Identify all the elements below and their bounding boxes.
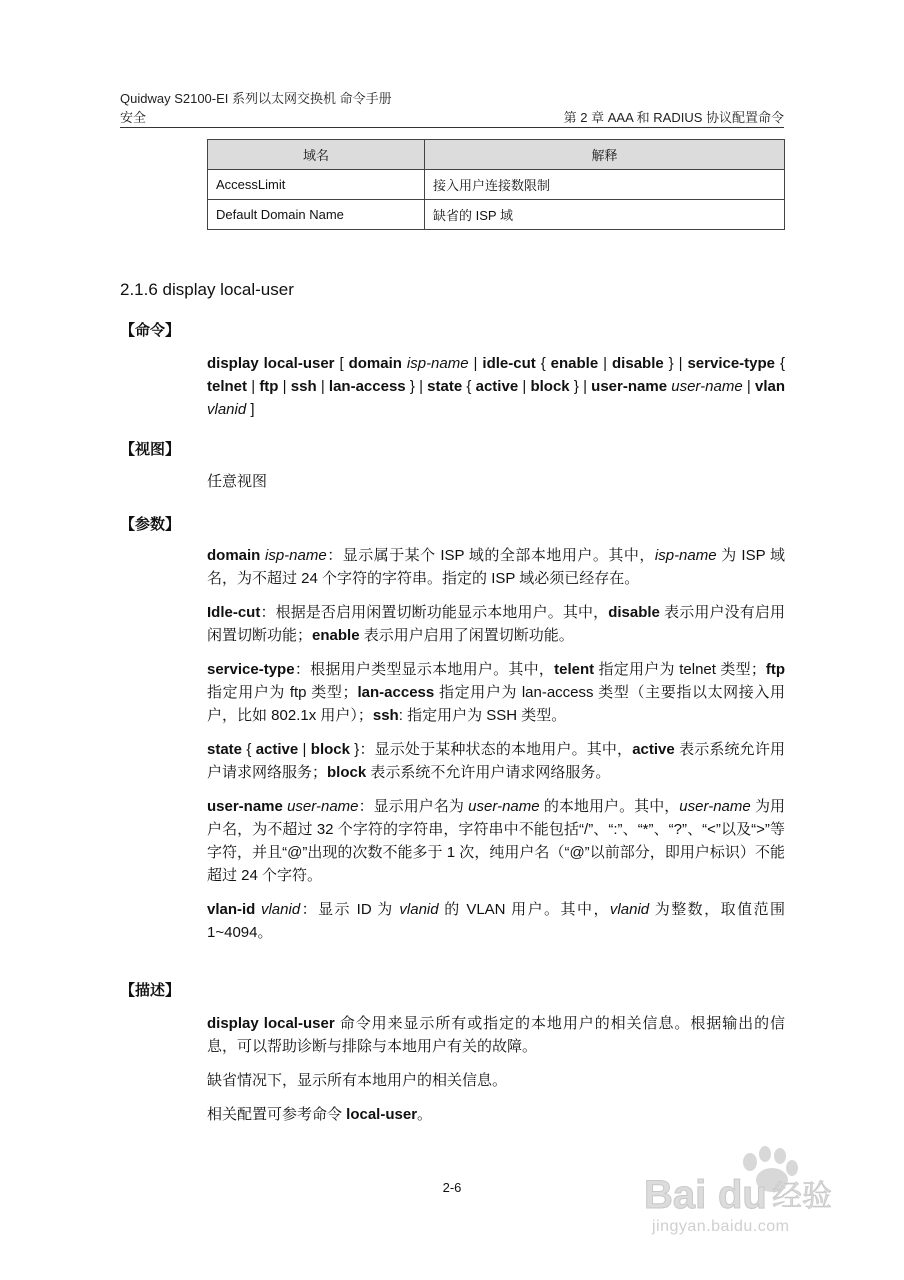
param-text: 为整数，取值范围 1~4094。: [207, 901, 785, 941]
param-keyword: state: [207, 741, 243, 758]
cmd-token: } |: [569, 378, 592, 395]
cmd-token: user-name: [671, 378, 743, 395]
desc-paragraph: [207, 1103, 785, 1126]
header-subtitle: 安全: [120, 110, 147, 125]
param-keyword: ftp: [765, 661, 785, 678]
param-keyword: active: [632, 741, 675, 758]
cmd-token: state: [427, 378, 463, 395]
param-text: 表示用户启用了闲置切断功能。: [359, 627, 574, 644]
desc-keyword: display local-user: [207, 1015, 335, 1032]
cmd-token: } |: [663, 355, 688, 372]
param-text: ：根据是否启用闲置切断功能显示本地用户。其中，: [260, 604, 609, 621]
param-vlan-id: [207, 898, 785, 944]
param-arg: user-name: [679, 798, 751, 815]
param-arg: vlanid: [399, 901, 439, 918]
param-arg: user-name: [282, 798, 359, 815]
desc-text: 。: [417, 1106, 433, 1123]
cmd-token: |: [316, 378, 329, 395]
cmd-token: service-type: [687, 355, 776, 372]
cmd-token: |: [247, 378, 260, 395]
cmd-token: ftp: [259, 378, 279, 395]
cmd-token: block: [530, 378, 570, 395]
param-arg: vlanid: [255, 901, 301, 918]
param-keyword: user-name: [207, 798, 283, 815]
param-text: 的 VLAN 用户。其中，: [438, 901, 610, 918]
header-divider: [120, 127, 784, 128]
param-text: : 指定用户为 SSH 类型。: [398, 707, 567, 724]
table-cell: Default Domain Name: [208, 200, 425, 230]
param-text: 为用户名，为不超过 32 个字符的字符串，字符串中不能包括“/”、“:”、“*”、“?”、“<”以及“>”等字符，并且“@”出现的次数不能多于 1 次，纯用户名（“@”以前部分，即用户标识）不能超过 24 个字符。: [207, 798, 786, 884]
param-keyword: lan-access: [357, 684, 435, 701]
cmd-token: ]: [246, 401, 255, 418]
param-keyword: block: [310, 741, 350, 758]
cmd-token: {: [775, 355, 785, 372]
cmd-token: idle-cut: [482, 355, 536, 372]
cmd-token: |: [468, 355, 483, 372]
param-text: 表示系统允许用户请求网络服务；: [207, 741, 785, 781]
cmd-token: ssh: [290, 378, 317, 395]
cmd-token: active: [475, 378, 519, 395]
param-text: 为 ISP 域名，为不超过 24 个字符的字符串。指定的 ISP 域必须已经存在。: [207, 547, 785, 587]
cmd-token: display local-user: [207, 355, 335, 372]
params-section: [207, 544, 785, 944]
param-text: 表示系统不允许用户请求网络服务。: [366, 764, 611, 781]
param-text: {: [242, 741, 256, 758]
header-chapter: 第 2 章 AAA 和 RADIUS 协议配置命令: [563, 110, 784, 125]
param-text: ：显示 ID 为: [300, 901, 400, 918]
cmd-token: |: [518, 378, 531, 395]
svg-text:Bai: Bai: [644, 1173, 707, 1217]
param-state: [207, 738, 785, 784]
param-text: 表示用户没有启用闲置切断功能；: [207, 604, 785, 644]
label-params: 【参数】: [120, 516, 181, 533]
label-command: 【命令】: [120, 322, 181, 339]
header-title: Quidway S2100-EI 系列以太网交换机 命令手册: [120, 91, 392, 106]
param-keyword: Idle-cut: [207, 604, 261, 621]
cmd-token: lan-access: [328, 378, 406, 395]
label-desc: 【描述】: [120, 982, 181, 999]
view-text: 任意视图: [207, 473, 268, 490]
desc-paragraph: [207, 1069, 785, 1092]
cmd-token: |: [742, 378, 755, 395]
cmd-token: telnet: [207, 378, 248, 395]
param-user-name: [207, 795, 785, 887]
param-domain: [207, 544, 785, 590]
table-row: [208, 200, 785, 230]
page-number: 2-6: [442, 1180, 462, 1195]
table-header-cell: 域名: [208, 140, 425, 170]
table-cell: 缺省的 ISP 域: [425, 200, 785, 230]
desc-text: 相关配置可参考命令: [207, 1106, 347, 1123]
cmd-token: vlan: [754, 378, 785, 395]
section-title: 2.1.6 display local-user: [120, 280, 294, 299]
cmd-token: disable: [612, 355, 664, 372]
param-keyword: service-type: [207, 661, 295, 678]
param-text: |: [298, 741, 311, 758]
cmd-token: {: [462, 378, 476, 395]
param-keyword: disable: [608, 604, 660, 621]
param-text: ：显示用户名为: [358, 798, 469, 815]
table-cell: 接入用户连接数限制: [425, 170, 785, 200]
label-view: 【视图】: [120, 441, 181, 458]
param-text: }：显示处于某种状态的本地用户。其中，: [349, 741, 633, 758]
command-syntax: [207, 352, 785, 421]
param-text: ：显示属于某个 ISP 域的全部本地用户。其中，: [326, 547, 655, 564]
table-cell: AccessLimit: [208, 170, 425, 200]
param-text: ：根据用户类型显示本地用户。其中，: [294, 661, 555, 678]
cmd-token: user-name: [591, 378, 668, 395]
field-table: [207, 139, 785, 230]
param-keyword: telent: [554, 661, 595, 678]
cmd-token: } |: [405, 378, 428, 395]
param-keyword: domain: [207, 547, 261, 564]
cmd-token: {: [535, 355, 551, 372]
cmd-token: vlanid: [207, 401, 247, 418]
param-arg: vlanid: [609, 901, 650, 918]
cmd-token: |: [278, 378, 291, 395]
watermark-url: jingyan.baidu.com: [652, 1218, 790, 1235]
param-keyword: block: [327, 764, 367, 781]
param-arg: isp-name: [654, 547, 717, 564]
desc-section: [207, 1012, 785, 1126]
param-keyword: vlan-id: [207, 901, 256, 918]
param-text: 的本地用户。其中，: [539, 798, 680, 815]
param-arg: user-name: [468, 798, 540, 815]
param-arg: isp-name: [260, 547, 327, 564]
param-keyword: active: [255, 741, 299, 758]
cmd-token: isp-name: [406, 355, 469, 372]
param-service-type: [207, 658, 785, 727]
param-keyword: ssh: [372, 707, 399, 724]
cmd-token: |: [598, 355, 613, 372]
param-idle-cut: [207, 601, 785, 647]
param-text: 指定用户为 telnet 类型；: [594, 661, 766, 678]
cmd-token: domain: [348, 355, 402, 372]
param-text: 指定用户为 ftp 类型；: [207, 684, 358, 701]
cmd-token: [: [334, 355, 349, 372]
svg-text:du: du: [718, 1173, 767, 1217]
desc-paragraph: [207, 1012, 785, 1058]
table-header-row: [208, 140, 785, 170]
baidu-watermark-icon: [640, 1140, 860, 1260]
desc-text: 命令用来显示所有或指定的本地用户的相关信息。根据输出的信息，可以帮助诊断与排除与本地用户有关的故障。: [207, 1015, 786, 1055]
desc-text: 缺省情况下，显示所有本地用户的相关信息。: [207, 1072, 508, 1089]
cmd-token: enable: [550, 355, 599, 372]
param-text: 指定用户为 lan-access 类型（主要指以太网接入用户，比如 802.1x 用户）；: [207, 684, 786, 724]
param-keyword: enable: [312, 627, 360, 644]
table-row: [208, 170, 785, 200]
table-header-cell: 解释: [425, 140, 785, 170]
svg-text:经验: 经验: [772, 1179, 832, 1214]
desc-keyword: local-user: [346, 1106, 418, 1123]
